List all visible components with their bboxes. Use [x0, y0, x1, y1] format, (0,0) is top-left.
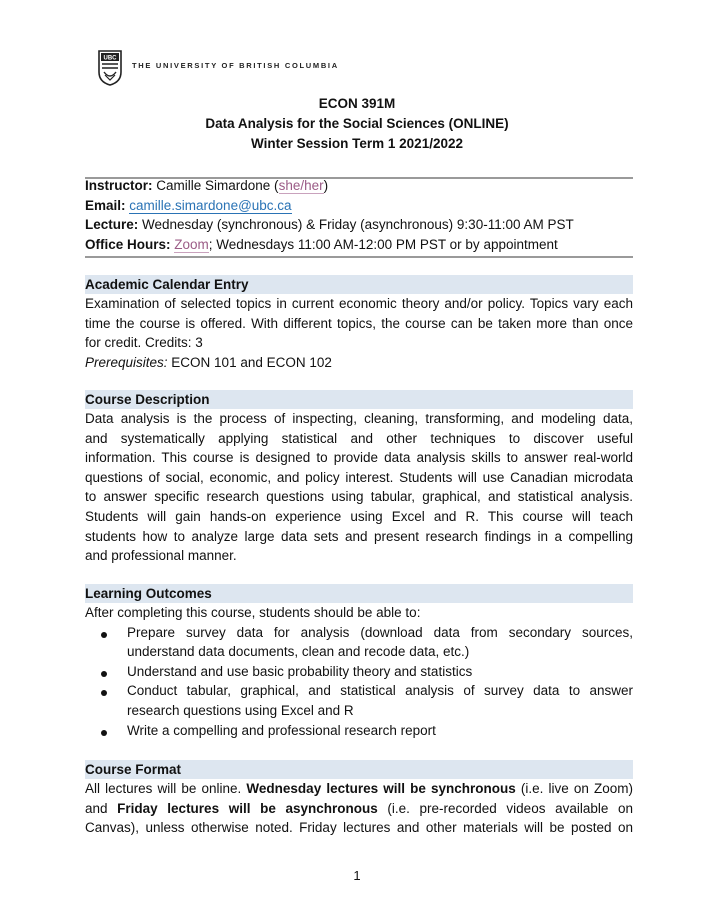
- list-item: [85, 721, 633, 741]
- outcome-text: Conduct tabular, graphical, and statistical analysis of survey data to answer: [127, 683, 633, 699]
- format-bold: Friday lectures will be asynchronous: [117, 800, 378, 816]
- description-line: Data analysis is the process of inspecting, cleaning, transforming, and modeling data,: [85, 411, 633, 426]
- calendar-heading: Academic Calendar Entry: [85, 275, 633, 294]
- outcomes-intro: After completing this course, students should be able to:: [85, 605, 421, 620]
- list-item: [85, 662, 633, 682]
- format-line-2: [85, 799, 633, 819]
- outcome-text-cont: research questions using Excel and R: [127, 702, 354, 718]
- course-info: [85, 176, 633, 254]
- lecture-row: [85, 215, 633, 235]
- calendar-line-3: for credit. Credits: 3: [85, 335, 203, 351]
- bullet-icon: [101, 671, 107, 677]
- format-bold: Wednesday lectures will be synchronous: [246, 781, 516, 796]
- description-line: questions of social, economic, and policy interest. Students will use Canadian microdata: [85, 469, 633, 485]
- list-item: [85, 623, 633, 662]
- page-number: 1: [353, 868, 361, 883]
- instructor-label: Instructor:: [85, 178, 153, 193]
- prerequisites-row: [85, 353, 633, 373]
- format-line-3: Canvas), unless otherwise noted. Friday lectures and other materials will be posted on: [85, 820, 633, 836]
- calendar-section: [85, 275, 633, 372]
- svg-text:UBC: UBC: [103, 55, 117, 62]
- university-name: THE UNIVERSITY OF BRITISH COLUMBIA: [132, 60, 339, 70]
- format-text: and: [85, 800, 118, 816]
- lecture-label: Lecture:: [85, 217, 139, 233]
- course-session: Winter Session Term 1 2021/2022: [251, 136, 463, 151]
- description-line: Students will gain hands-on experience using Excel and R. This course will teach: [85, 508, 633, 524]
- list-item: [85, 681, 633, 720]
- description-line: to answer specific research questions using tabular, graphical, and statistical analysis.: [85, 489, 633, 505]
- bullet-icon: [101, 632, 107, 638]
- format-heading: Course Format: [85, 760, 633, 779]
- divider-bottom: [85, 256, 633, 258]
- description-section: [85, 390, 633, 566]
- prerequisites-label: Prerequisites:: [85, 354, 168, 370]
- email-label: Email:: [85, 197, 126, 213]
- email-link[interactable]: camille.simardone@ubc.ca: [129, 197, 292, 213]
- course-code: ECON 391M: [318, 96, 396, 111]
- office-hours-value: ; Wednesdays 11:00 AM-12:00 PM PST or by appointment: [208, 236, 558, 252]
- lecture-value: Wednesday (synchronous) & Friday (asynchronous) 9:30-11:00 AM PST: [142, 217, 574, 233]
- outcome-text: Prepare survey data for analysis (download data from secondary sources,: [127, 624, 633, 640]
- calendar-line-2: time the course is offered. With different topics, the course can be taken more than once: [85, 315, 633, 331]
- email-row: [85, 196, 633, 216]
- outcomes-heading: Learning Outcomes: [85, 584, 633, 603]
- format-text: All lectures will be online.: [85, 781, 247, 796]
- description-line: information. This course is designed to provide data analysis skills to answer real-world: [85, 450, 633, 466]
- outcome-text: Write a compelling and professional research report: [127, 722, 436, 738]
- format-text: (i.e. pre-recorded videos available on: [377, 800, 634, 816]
- description-heading: Course Description: [85, 390, 633, 409]
- description-line: and systematically applying statistical and other techniques to discover useful: [85, 430, 633, 446]
- outcome-text-cont: understand data documents, clean and recode data, etc.): [127, 644, 470, 660]
- calendar-line-1: Examination of selected topics in current economic theory and/or policy. Topics vary each: [85, 296, 633, 311]
- ubc-logo: [98, 50, 339, 86]
- course-title: Data Analysis for the Social Sciences (ONLINE): [205, 116, 509, 131]
- outcomes-list: [85, 623, 633, 741]
- format-section: [85, 760, 633, 838]
- zoom-link[interactable]: Zoom: [174, 236, 209, 252]
- description-last-line: and professional manner.: [85, 548, 237, 564]
- bullet-icon: [101, 730, 107, 736]
- description-line: students how to analyze large data sets and present research findings in a compelling: [85, 528, 633, 544]
- prerequisites-value: ECON 101 and ECON 102: [167, 354, 332, 370]
- instructor-row: [85, 176, 633, 196]
- course-title-block: [0, 94, 714, 154]
- instructor-name: Camille Simardone (: [156, 178, 279, 193]
- office-hours-row: [85, 235, 633, 255]
- format-line-1: [85, 779, 633, 799]
- ubc-crest-icon: [98, 50, 122, 86]
- office-hours-label: Office Hours:: [85, 236, 171, 252]
- outcomes-section: [85, 584, 633, 740]
- outcome-text: Understand and use basic probability theory and statistics: [127, 663, 473, 679]
- bullet-icon: [101, 690, 107, 696]
- instructor-close: ): [323, 178, 329, 193]
- pronouns-link[interactable]: she/her: [278, 178, 324, 193]
- format-text: (i.e. live on Zoom): [515, 781, 633, 796]
